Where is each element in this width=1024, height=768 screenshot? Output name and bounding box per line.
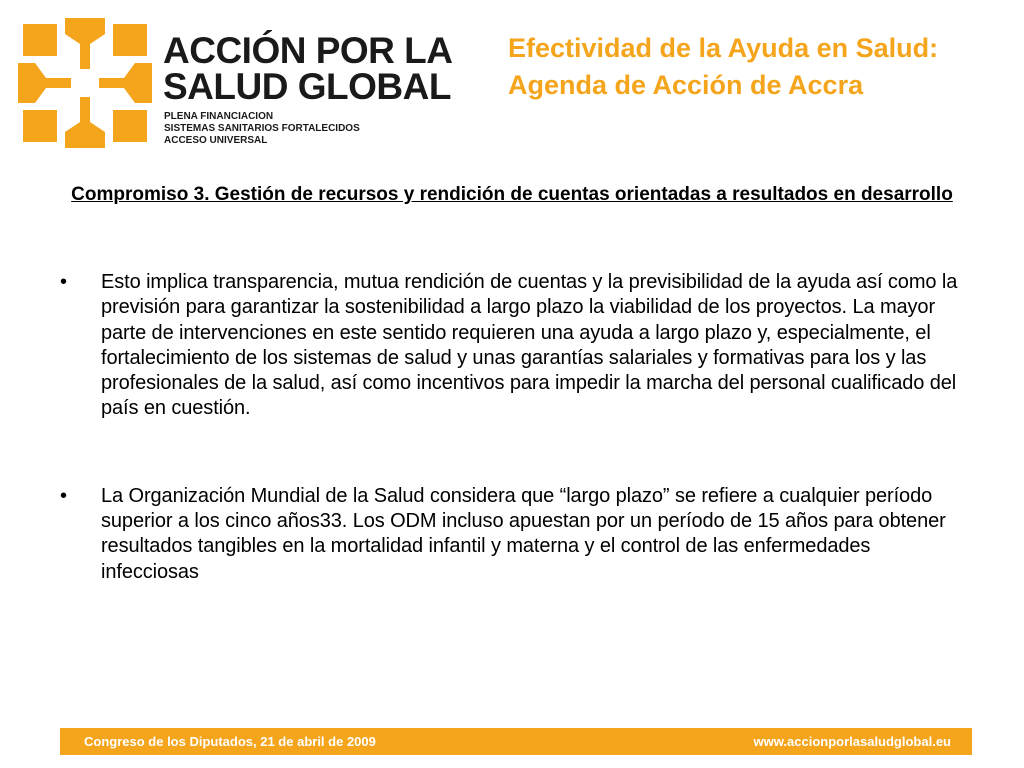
bullet-item bbox=[60, 484, 970, 585]
bullet-text: Esto implica transparencia, mutua rendición de cuentas y la previsibilidad de la ayuda así como la previsión para garantizar la sostenibilidad a largo plazo la viabilidad de los proyectos. La mayor parte de intervenciones en este sentido requieren una ayuda a largo plazo y, especialmente, el fortalecimiento de los sistemas de salud y unas garantías salariales y formativas para los y las profesionales de la salud, así como incentivos para impedir la marcha del personal cualificado del país en cuestión. bbox=[101, 271, 958, 420]
logo-tagline-3: ACCESO UNIVERSAL bbox=[164, 135, 268, 146]
logo-name-line2: SALUD GLOBAL bbox=[163, 66, 451, 107]
logo-name-line1: ACCIÓN POR LA bbox=[163, 30, 453, 71]
bullet-marker: • bbox=[60, 271, 67, 293]
bullet-marker: • bbox=[60, 484, 67, 507]
cross-logo-icon bbox=[18, 18, 152, 148]
footer-website-link[interactable]: www.accionporlasaludglobal.eu bbox=[753, 734, 951, 749]
bullet-text: La Organización Mundial de la Salud considera que “largo plazo” se refiere a cualquier período superior a los cinco años33. Los ODM incluso apuestan por un período de 15 años para obtener resultados tangibles en la mortalidad infantil y materna y el control de las enfermedades infecciosas bbox=[101, 484, 946, 583]
organization-logo bbox=[18, 18, 458, 148]
bullet-item bbox=[60, 270, 970, 422]
slide-subtitle: Compromiso 3. Gestión de recursos y rendición de cuentas orientadas a resultados en desarrollo bbox=[71, 184, 953, 205]
logo-tagline-2: SISTEMAS SANITARIOS FORTALECIDOS bbox=[164, 123, 360, 134]
slide-title: Efectividad de la Ayuda en Salud: Agenda de Acción de Accra bbox=[508, 33, 939, 100]
logo-tagline-1: PLENA FINANCIACION bbox=[164, 111, 274, 122]
footer-bar bbox=[60, 728, 972, 755]
bullet-list bbox=[60, 270, 970, 585]
footer-event: Congreso de los Diputados, 21 de abril de 2009 bbox=[84, 734, 376, 749]
